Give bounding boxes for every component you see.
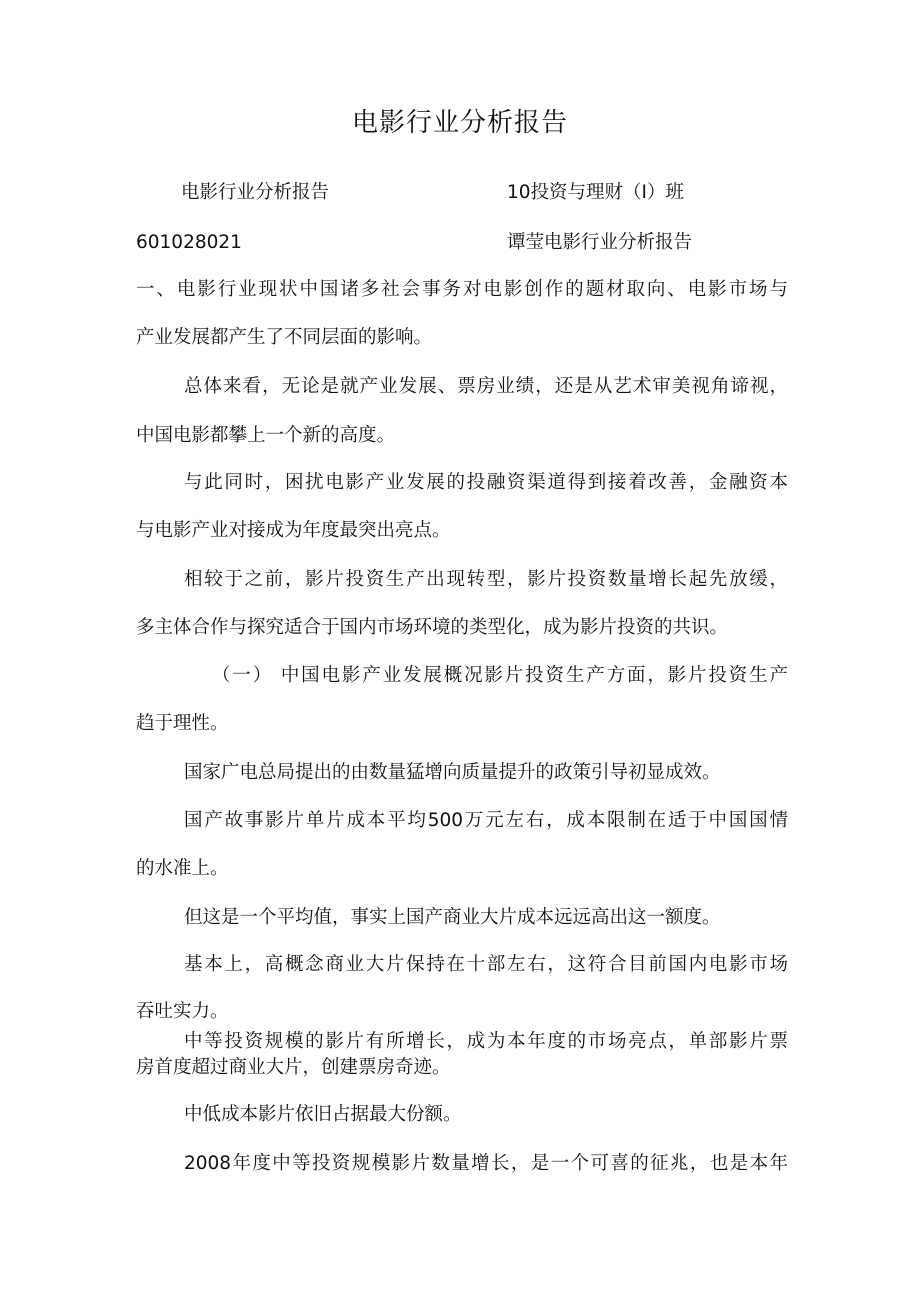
body-line: 国产故事影片单片成本平均500万元左右，成本限制在适于中国国情 [184, 810, 788, 831]
body-line: 产业发展都产生了不同层面的影响。 [136, 327, 433, 348]
body-line: 房首度超过商业大片，创建票房奇迹。 [136, 1057, 451, 1078]
body-line: 中等投资规模的影片有所增长，成为本年度的市场亮点，单部影片票 [184, 1031, 788, 1052]
body-line: 基本上，高概念商业大片保持在十部左右，这符合目前国内电影市场 [184, 954, 788, 975]
document-title: 电影行业分析报告 [351, 108, 568, 138]
meta-class-name: 10投资与理财（I）班 [507, 182, 684, 203]
body-line: 多主体合作与探究适合于国内市场环境的类型化，成为影片投资的共识。 [136, 617, 729, 638]
body-line: 与电影产业对接成为年度最突出亮点。 [136, 520, 451, 541]
meta-student-id: 601028021 [136, 232, 242, 253]
body-line: 中国电影都攀上一个新的高度。 [136, 425, 396, 446]
body-line: 但这是一个平均值，事实上国产商业大片成本远远高出这一额度。 [184, 907, 721, 928]
body-line: 总体来看，无论是就产业发展、票房业绩，还是从艺术审美视角谛视， [184, 376, 788, 397]
body-line: 中低成本影片依旧占据最大份额。 [184, 1104, 462, 1125]
body-line: 吞吐实力。 [136, 1001, 229, 1022]
body-line: （一） 中国电影产业发展概况影片投资生产方面，影片投资生产 [212, 665, 788, 686]
meta-author-report: 谭莹电影行业分析报告 [507, 232, 693, 253]
body-line: 的水准上。 [136, 858, 229, 879]
body-line: 国家广电总局提出的由数量猛增向质量提升的政策引导初显成效。 [184, 762, 721, 783]
body-line: 相较于之前，影片投资生产出现转型，影片投资数量增长起先放缓， [184, 569, 788, 590]
meta-report-name: 电影行业分析报告 [181, 182, 330, 203]
body-line: 与此同时，困扰电影产业发展的投融资渠道得到接着改善，金融资本 [184, 472, 788, 493]
body-line: 2008年度中等投资规模影片数量增长，是一个可喜的征兆，也是本年 [184, 1153, 788, 1174]
body-line: 趋于理性。 [136, 713, 229, 734]
body-line: 一、电影行业现状中国诸多社会事务对电影创作的题材取向、电影市场与 [136, 279, 788, 300]
